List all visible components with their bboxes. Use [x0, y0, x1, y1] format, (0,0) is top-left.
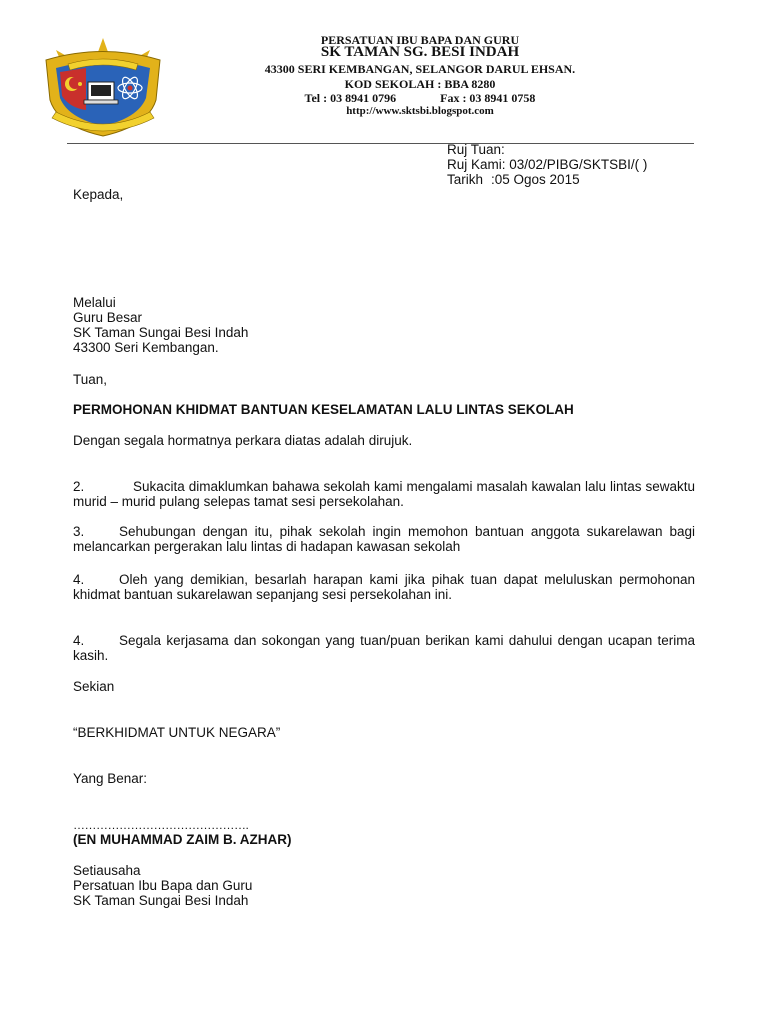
paragraph-number: 3.: [73, 524, 85, 539]
header-divider: [67, 143, 694, 144]
signatory-title1: Setiausaha: [73, 863, 141, 878]
signatory-name: (EN MUHAMMAD ZAIM B. AZHAR): [73, 832, 292, 847]
header-fax: Fax : 03 8941 0758: [440, 91, 536, 105]
tarikh-label: Tarikh: [447, 172, 484, 187]
ruj-kami: Ruj Kami: 03/02/PIBG/SKTSBI/( ): [447, 157, 648, 172]
tarikh-value: :05 Ogos 2015: [491, 172, 580, 187]
paragraph-2: [73, 479, 695, 509]
signatory-title3: SK Taman Sungai Besi Indah: [73, 893, 249, 908]
header-address: 43300 SERI KEMBANGAN, SELANGOR DARUL EHSAN.: [264, 62, 576, 76]
signatory-title2: Persatuan Ibu Bapa dan Guru: [73, 878, 253, 893]
paragraph-number: 4.: [73, 572, 85, 587]
paragraph-3: [73, 524, 695, 554]
paragraph-4: [73, 572, 695, 602]
paragraph-text: Segala kerjasama dan sokongan yang tuan/puan berikan kami dahului dengan ucapan terima kasih.: [73, 633, 695, 663]
header-url[interactable]: http://www.sktsbi.blogspot.com: [346, 105, 494, 117]
ruj-tuan: Ruj Tuan:: [447, 142, 505, 157]
signature-line: ……………………………………….: [73, 818, 249, 832]
paragraph-text: Sehubungan dengan itu, pihak sekolah ingin memohon bantuan anggota sukarelawan bagi melancarkan pergerakan lalu lintas di hadapan kawasan sekolah: [73, 524, 695, 554]
paragraph-number: 4.: [73, 633, 85, 648]
paragraph-4b: [73, 633, 695, 663]
melalui: Melalui: [73, 295, 116, 310]
sekian: Sekian: [73, 679, 115, 694]
header-org: PERSATUAN IBU BAPA DAN GURU: [320, 33, 520, 47]
paragraph-number: 2.: [73, 479, 85, 494]
salutation: Tuan,: [73, 372, 108, 387]
subject: PERMOHONAN KHIDMAT BANTUAN KESELAMATAN LALU LINTAS SEKOLAH: [73, 402, 574, 417]
recipient-line2: SK Taman Sungai Besi Indah: [73, 325, 249, 340]
header-tel: Tel : 03 8941 0796: [304, 91, 397, 105]
yang-benar: Yang Benar:: [73, 771, 148, 786]
header-school: SK TAMAN SG. BESI INDAH: [320, 44, 520, 60]
header-contacts: [200, 92, 640, 104]
opening: Dengan segala hormatnya perkara diatas adalah dirujuk.: [73, 433, 413, 448]
header-school-code: KOD SEKOLAH : BBA 8280: [344, 77, 496, 91]
tarikh: [447, 172, 580, 187]
paragraph-text: Oleh yang demikian, besarlah harapan kami jika pihak tuan dapat meluluskan permohonan khidmat bantuan sukarelawan sepanjang sesi persekolahan ini.: [73, 572, 695, 602]
recipient-line3: 43300 Seri Kembangan.: [73, 340, 219, 355]
recipient-line1: Guru Besar: [73, 310, 143, 325]
kepada: Kepada,: [73, 187, 124, 202]
motto: “BERKHIDMAT UNTUK NEGARA”: [73, 725, 281, 740]
paragraph-text: Sukacita dimaklumkan bahawa sekolah kami mengalami masalah kawalan lalu lintas sewaktu murid – murid pulang selepas tamat sesi persekolahan.: [73, 479, 695, 509]
school-crest-logo: [38, 38, 168, 138]
